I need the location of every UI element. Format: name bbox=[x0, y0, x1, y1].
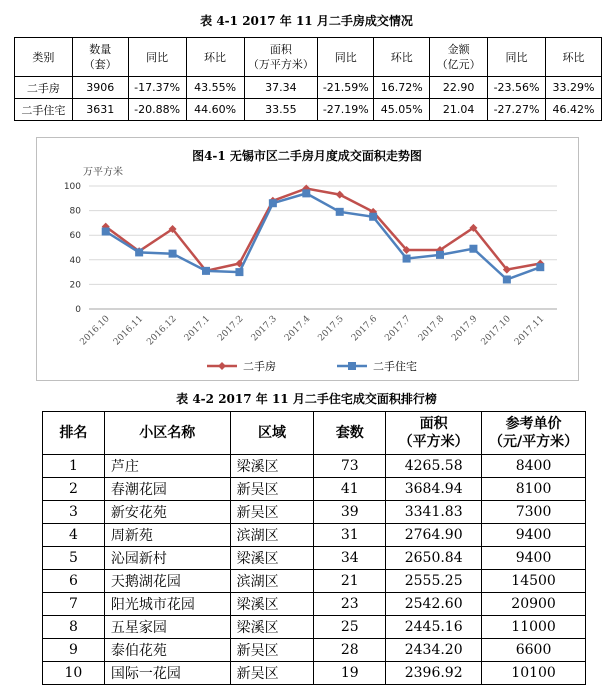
district-cell: 梁溪区 bbox=[230, 455, 314, 478]
community-name-cell: 泰伯花苑 bbox=[104, 639, 230, 662]
area-cell: 4265.58 bbox=[386, 455, 482, 478]
table-cell: 45.05% bbox=[374, 99, 430, 121]
table-cell: -23.56% bbox=[488, 77, 546, 99]
data-point bbox=[102, 228, 110, 236]
area-cell: 2764.90 bbox=[386, 524, 482, 547]
units-cell: 25 bbox=[314, 616, 386, 639]
units-cell: 21 bbox=[314, 570, 386, 593]
area-trend-chart bbox=[36, 137, 579, 381]
header-cell: 类别 bbox=[15, 38, 73, 77]
community-name-cell: 周新苑 bbox=[104, 524, 230, 547]
rank-cell: 8 bbox=[43, 616, 105, 639]
legend-marker bbox=[348, 362, 356, 370]
units-cell: 31 bbox=[314, 524, 386, 547]
table-row bbox=[43, 478, 586, 501]
community-name-cell: 新安花苑 bbox=[104, 501, 230, 524]
table-cell: -27.27% bbox=[488, 99, 546, 121]
x-tick-label: 2016.12 bbox=[145, 314, 179, 348]
table-row bbox=[43, 501, 586, 524]
table-row bbox=[43, 570, 586, 593]
community-name-cell: 国际一花园 bbox=[104, 662, 230, 685]
district-cell: 新吴区 bbox=[230, 639, 314, 662]
y-axis-unit: 万平方米 bbox=[83, 167, 123, 178]
area-cell: 2434.20 bbox=[386, 639, 482, 662]
table-row bbox=[43, 455, 586, 478]
y-tick-label: 100 bbox=[63, 182, 81, 192]
table-row bbox=[43, 662, 586, 685]
rank-cell: 5 bbox=[43, 547, 105, 570]
data-point bbox=[302, 189, 310, 197]
unit-price-cell: 14500 bbox=[482, 570, 586, 593]
data-point bbox=[469, 245, 477, 253]
header-cell: 区域 bbox=[230, 412, 314, 455]
rank-cell: 4 bbox=[43, 524, 105, 547]
data-point bbox=[135, 248, 143, 256]
header-cell: 参考单价 （元/平方米） bbox=[482, 412, 586, 455]
table-row bbox=[43, 639, 586, 662]
area-cell: 2650.84 bbox=[386, 547, 482, 570]
x-tick-label: 2017.6 bbox=[349, 314, 380, 344]
data-point bbox=[269, 199, 277, 207]
y-tick-label: 20 bbox=[69, 280, 81, 291]
table-cell: 44.60% bbox=[186, 99, 244, 121]
units-cell: 41 bbox=[314, 478, 386, 501]
area-cell: 2542.60 bbox=[386, 593, 482, 616]
table-cell: 33.55 bbox=[244, 99, 318, 121]
district-cell: 梁溪区 bbox=[230, 547, 314, 570]
y-tick-label: 40 bbox=[69, 255, 81, 266]
rank-cell: 3 bbox=[43, 501, 105, 524]
table-cell: 43.55% bbox=[186, 77, 244, 99]
unit-price-cell: 9400 bbox=[482, 547, 586, 570]
table-cell: -20.88% bbox=[128, 99, 186, 121]
header-cell: 同比 bbox=[488, 38, 546, 77]
table-cell: 21.04 bbox=[430, 99, 488, 121]
x-tick-label: 2017.3 bbox=[249, 314, 279, 344]
area-cell: 3341.83 bbox=[386, 501, 482, 524]
header-cell: 数量 （套） bbox=[72, 38, 128, 77]
x-tick-label: 2017.11 bbox=[513, 314, 547, 348]
table-cell: -27.19% bbox=[318, 99, 374, 121]
table-header-row bbox=[43, 412, 586, 455]
district-cell: 新吴区 bbox=[230, 478, 314, 501]
rank-cell: 10 bbox=[43, 662, 105, 685]
rank-cell: 9 bbox=[43, 639, 105, 662]
table-row bbox=[43, 524, 586, 547]
community-name-cell: 沁园新村 bbox=[104, 547, 230, 570]
table-cell: 二手住宅 bbox=[15, 99, 73, 121]
area-cell: 2396.92 bbox=[386, 662, 482, 685]
x-tick-label: 2017.7 bbox=[383, 314, 413, 344]
table-cell: 二手房 bbox=[15, 77, 73, 99]
x-tick-label: 2017.9 bbox=[450, 314, 480, 344]
data-point bbox=[369, 213, 377, 221]
rank-cell: 2 bbox=[43, 478, 105, 501]
data-point bbox=[403, 255, 411, 263]
area-cell: 3684.94 bbox=[386, 478, 482, 501]
header-cell: 套数 bbox=[314, 412, 386, 455]
data-point bbox=[169, 250, 177, 258]
table-row bbox=[15, 77, 602, 99]
header-cell: 环比 bbox=[374, 38, 430, 77]
unit-price-cell: 6600 bbox=[482, 639, 586, 662]
unit-price-cell: 10100 bbox=[482, 662, 586, 685]
units-cell: 39 bbox=[314, 501, 386, 524]
table-cell: 16.72% bbox=[374, 77, 430, 99]
header-cell: 小区名称 bbox=[104, 412, 230, 455]
units-cell: 19 bbox=[314, 662, 386, 685]
district-cell: 新吴区 bbox=[230, 662, 314, 685]
header-cell: 同比 bbox=[128, 38, 186, 77]
x-tick-label: 2016.10 bbox=[78, 314, 112, 348]
header-cell: 排名 bbox=[43, 412, 105, 455]
y-tick-label: 60 bbox=[69, 231, 81, 242]
community-name-cell: 芦庄 bbox=[104, 455, 230, 478]
legend-marker bbox=[218, 362, 226, 370]
x-tick-label: 2017.2 bbox=[216, 314, 246, 344]
legend-label: 二手住宅 bbox=[373, 360, 417, 373]
unit-price-cell: 20900 bbox=[482, 593, 586, 616]
x-tick-label: 2016.11 bbox=[111, 314, 146, 348]
table-row bbox=[43, 593, 586, 616]
table-row bbox=[43, 616, 586, 639]
unit-price-cell: 8100 bbox=[482, 478, 586, 501]
table-cell: 46.42% bbox=[546, 99, 602, 121]
data-point bbox=[336, 208, 344, 216]
x-tick-label: 2017.5 bbox=[316, 314, 346, 344]
district-cell: 梁溪区 bbox=[230, 616, 314, 639]
table-header-row bbox=[15, 38, 602, 77]
table-cell: 33.29% bbox=[546, 77, 602, 99]
header-cell: 环比 bbox=[186, 38, 244, 77]
data-point bbox=[536, 263, 544, 271]
data-point bbox=[235, 268, 243, 276]
x-tick-label: 2017.4 bbox=[283, 314, 313, 344]
header-cell: 环比 bbox=[546, 38, 602, 77]
table-cell: 37.34 bbox=[244, 77, 318, 99]
district-cell: 新吴区 bbox=[230, 501, 314, 524]
legend-label: 二手房 bbox=[243, 360, 276, 373]
chart-svg bbox=[37, 138, 578, 380]
table-row bbox=[43, 547, 586, 570]
y-tick-label: 0 bbox=[75, 305, 81, 315]
table-row bbox=[15, 99, 602, 121]
table-cell: 3631 bbox=[72, 99, 128, 121]
area-cell: 2555.25 bbox=[386, 570, 482, 593]
units-cell: 34 bbox=[314, 547, 386, 570]
x-tick-label: 2017.10 bbox=[479, 314, 513, 348]
community-name-cell: 春潮花园 bbox=[104, 478, 230, 501]
unit-price-cell: 11000 bbox=[482, 616, 586, 639]
table-cell: 22.90 bbox=[430, 77, 488, 99]
unit-price-cell: 9400 bbox=[482, 524, 586, 547]
unit-price-cell: 7300 bbox=[482, 501, 586, 524]
header-cell: 面积 （平方米） bbox=[386, 412, 482, 455]
transaction-summary-table bbox=[14, 37, 602, 121]
table-cell: -17.37% bbox=[128, 77, 186, 99]
community-name-cell: 五星家园 bbox=[104, 616, 230, 639]
rank-cell: 6 bbox=[43, 570, 105, 593]
units-cell: 73 bbox=[314, 455, 386, 478]
x-tick-label: 2017.1 bbox=[182, 314, 213, 344]
table-cell: 3906 bbox=[72, 77, 128, 99]
y-tick-label: 80 bbox=[69, 206, 81, 217]
district-cell: 滨湖区 bbox=[230, 570, 314, 593]
units-cell: 23 bbox=[314, 593, 386, 616]
x-tick-label: 2017.8 bbox=[416, 314, 447, 344]
chart-title: 图4-1 无锡市区二手房月度成交面积走势图 bbox=[192, 149, 422, 163]
series-line bbox=[106, 193, 541, 279]
data-point bbox=[202, 267, 210, 275]
data-point bbox=[436, 251, 444, 259]
units-cell: 28 bbox=[314, 639, 386, 662]
rank-cell: 1 bbox=[43, 455, 105, 478]
community-name-cell: 天鹅湖花园 bbox=[104, 570, 230, 593]
rank-cell: 7 bbox=[43, 593, 105, 616]
table-cell: -21.59% bbox=[318, 77, 374, 99]
ranking-table bbox=[42, 411, 586, 685]
table1-caption: 表 4-1 2017 年 11 月二手房成交情况 bbox=[200, 14, 413, 28]
data-point bbox=[503, 275, 511, 283]
district-cell: 滨湖区 bbox=[230, 524, 314, 547]
unit-price-cell: 8400 bbox=[482, 455, 586, 478]
community-name-cell: 阳光城市花园 bbox=[104, 593, 230, 616]
area-cell: 2445.16 bbox=[386, 616, 482, 639]
table2-caption: 表 4-2 2017 年 11 月二手住宅成交面积排行榜 bbox=[176, 392, 437, 406]
district-cell: 梁溪区 bbox=[230, 593, 314, 616]
header-cell: 面积 （万平方米） bbox=[244, 38, 318, 77]
header-cell: 同比 bbox=[318, 38, 374, 77]
header-cell: 金额 （亿元） bbox=[430, 38, 488, 77]
